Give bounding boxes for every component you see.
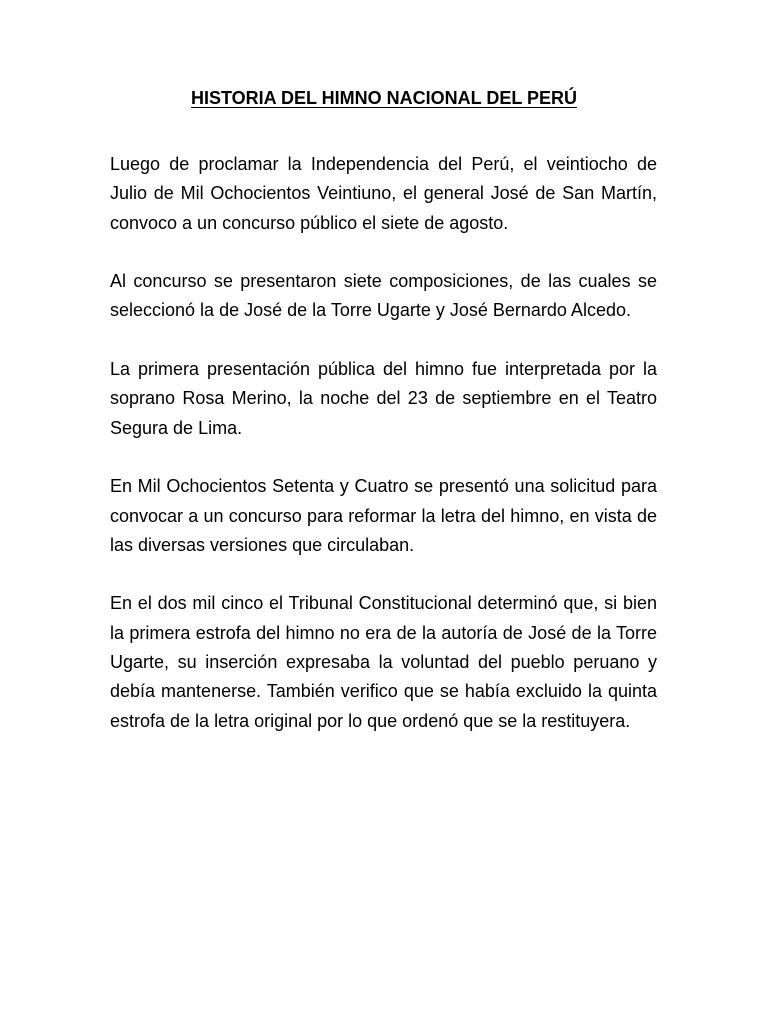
paragraph-reform-request: En Mil Ochocientos Setenta y Cuatro se presentó una solicitud para convocar a un concurso para reformar la letra del himno, en vista de las diversas versiones que circulaban.	[110, 476, 657, 555]
document-title: HISTORIA DEL HIMNO NACIONAL DEL PERÚ	[190, 88, 578, 108]
paragraph-contest: Al concurso se presentaron siete composiciones, de las cuales se seleccionó la de José de la Torre Ugarte y José Bernardo Alcedo.	[110, 271, 657, 321]
paragraph-independence: Luego de proclamar la Independencia del Perú, el veintiocho de Julio de Mil Ochocientos Veintiuno, el general José de San Martín, convoco a un concurso público el siete de agosto.	[110, 154, 657, 233]
paragraph-first-performance: La primera presentación pública del himno fue interpretada por la soprano Rosa Merino, la noche del 23 de septiembre en el Teatro Segura de Lima.	[110, 359, 657, 438]
document-body	[110, 150, 657, 765]
paragraph-tribunal-ruling: En el dos mil cinco el Tribunal Constitucional determinó que, si bien la primera estrofa del himno no era de la autoría de José de la Torre Ugarte, su inserción expresaba la voluntad del pueblo peruano y debía mantenerse. También verifico que se había excluido la quinta estrofa de la letra original por lo que ordenó que se la restituyera.	[110, 593, 657, 731]
